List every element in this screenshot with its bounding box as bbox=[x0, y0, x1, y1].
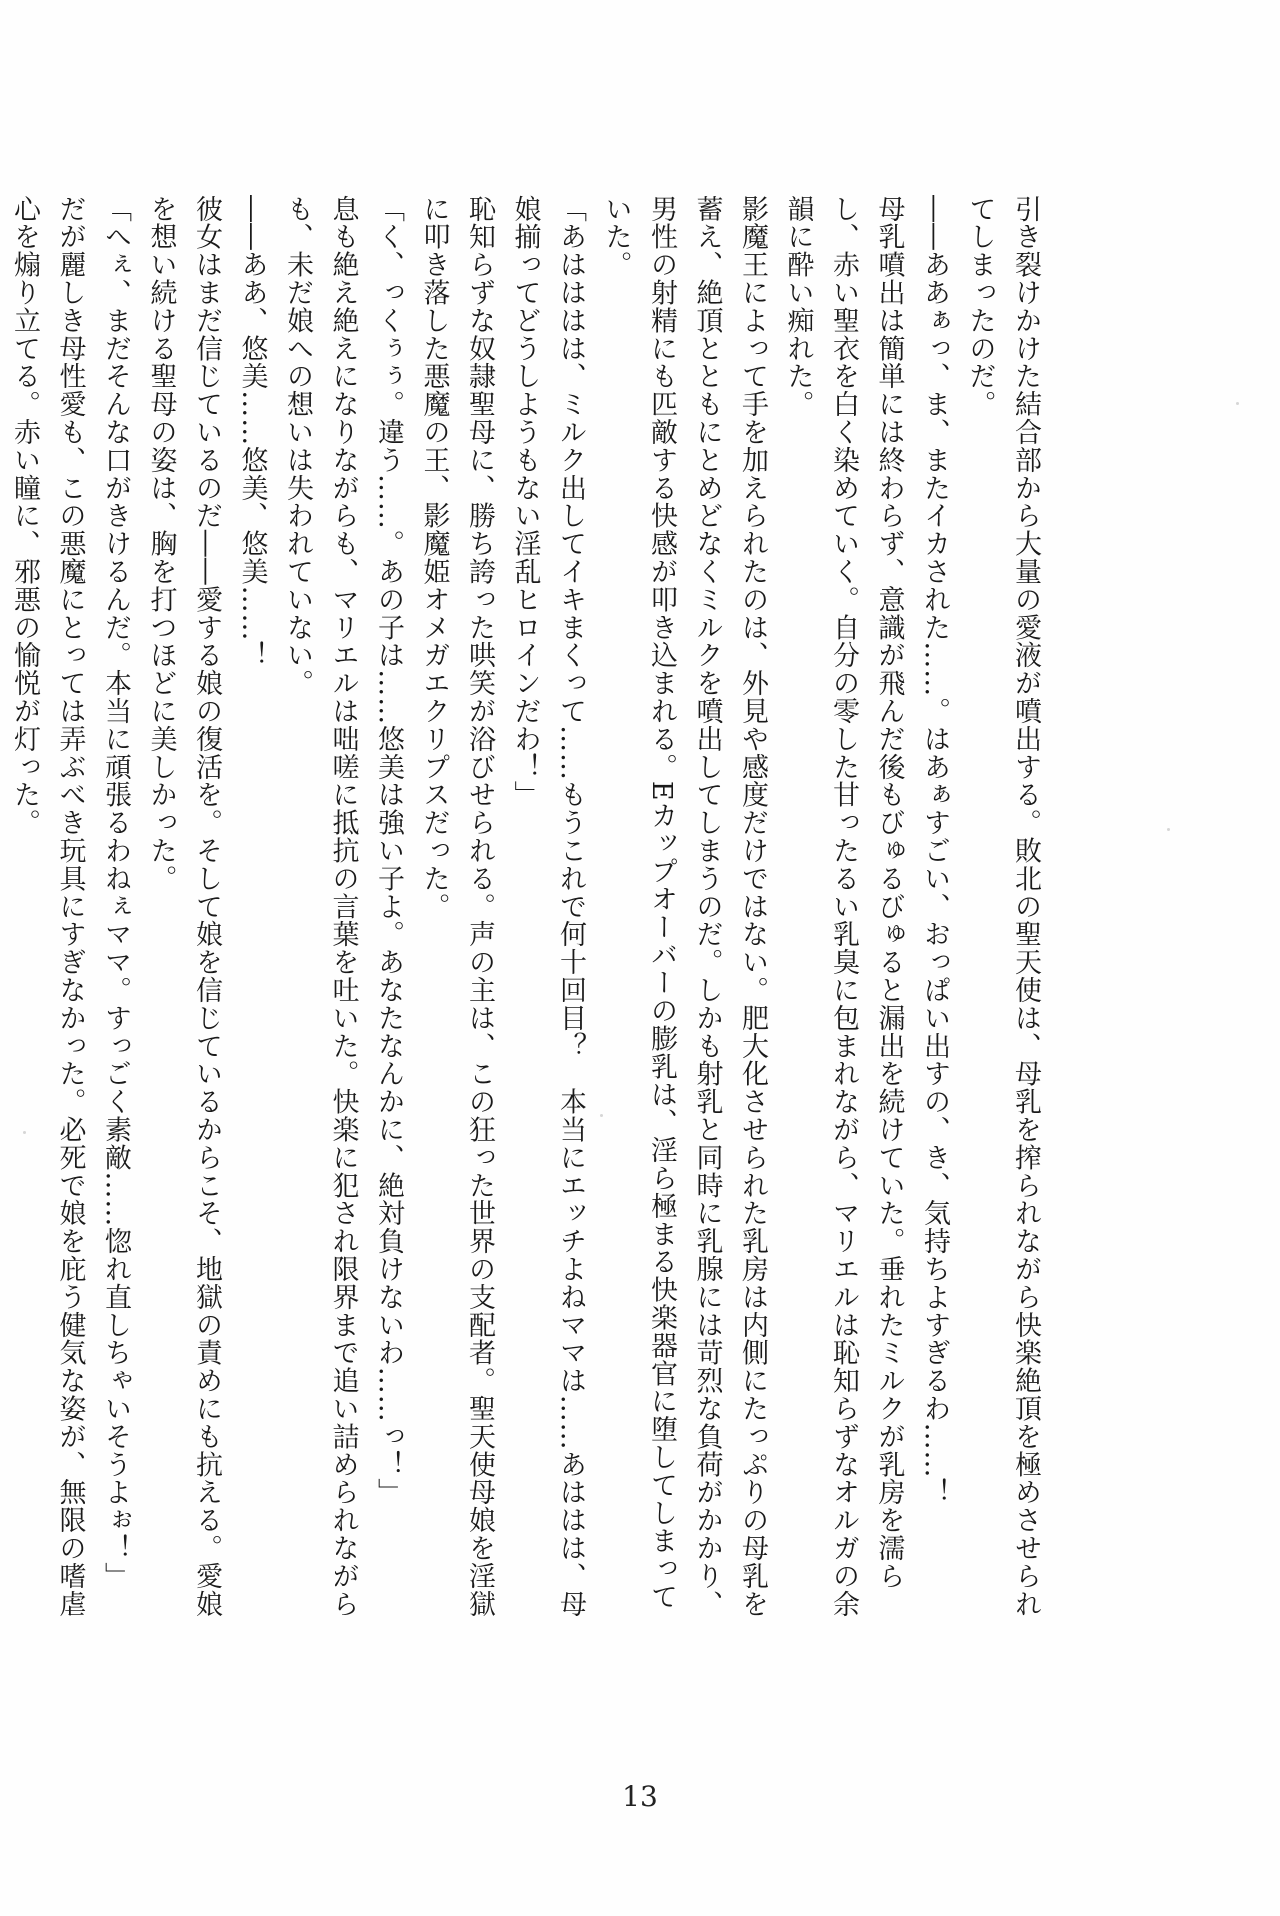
paragraph: 「あはははは、ミルク出してイキまくって……もうこれで何十回目？ 本当にエッチよねママは……あははは、母娘揃ってどうしようもない淫乱ヒロインだわ！」 bbox=[509, 195, 586, 1618]
paragraph: 母乳噴出は簡単には終わらず、意識が飛んだ後もびゅるびゅると漏出を続けていた。垂れたミルクが乳房を濡らし、赤い聖衣を白く染めていく。自分の零した甘ったるい乳臭に包まれながら、マリエルは恥知らずなオルガの余韻に酔い痴れた。 bbox=[782, 195, 905, 1618]
paragraph: ――ああぁっ、ま、またイカされた……。はあぁすごい、おっぱい出すの、き、気持ちよすぎるわ……！ bbox=[919, 195, 950, 1507]
page-number: 13 bbox=[622, 1780, 658, 1813]
paragraph: 「く、っくぅぅ。違う……。あの子は……悠美は強い子よ。あなたなんかに、絶対負けないわ……っ！」 bbox=[373, 195, 404, 1507]
body-text bbox=[9, 195, 1048, 1635]
paragraph: ――ああ、悠美……悠美、悠美……！ bbox=[236, 195, 268, 670]
paper-speck bbox=[1167, 828, 1170, 831]
paragraph: 影魔王によって手を加えられたのは、外見や感度だけではない。肥大化させられた乳房は内側にたっぷりの母乳を蓄え、絶頂とともにとめどなくミルクを噴出してしまうのだ。しかも射乳と同時に乳腺には苛烈な負荷がかかり、男性の射精にも匹敵する快感が叩き込まれる。Eカップオーバーの膨乳は、淫ら極まる快楽器官に堕してしまっていた。 bbox=[600, 195, 768, 1618]
paragraph: だが麗しき母性愛も、この悪魔にとっては弄ぶべき玩具にすぎなかった。必死で娘を庇う健気な姿が、無限の嗜虐心を煽り立てる。赤い瞳に、邪悪の愉悦が灯った。 bbox=[9, 195, 86, 1618]
paragraph: 引き裂けかけた結合部から大量の愛液が噴出する。敗北の聖天使は、母乳を搾られながら快楽絶頂を極めさせられてしまったのだ。 bbox=[964, 195, 1041, 1618]
paragraph: 息も絶え絶えになりながらも、マリエルは咄嗟に抵抗の言葉を吐いた。快楽に犯され限界まで追い詰められながらも、未だ娘への想いは失われていない。 bbox=[282, 195, 359, 1618]
paragraph: 恥知らずな奴隷聖母に、勝ち誇った哄笑が浴びせられる。声の主は、この狂った世界の支配者。聖天使母娘を淫獄に叩き落した悪魔の王、影魔姫オメガエクリプスだった。 bbox=[418, 195, 495, 1618]
paragraph: 彼女はまだ信じているのだ――愛する娘の復活を。そして娘を信じているからこそ、地獄の責めにも抗える。愛娘を想い続ける聖母の姿は、胸を打つほどに美しかった。 bbox=[145, 195, 222, 1618]
paper-speck bbox=[1236, 402, 1239, 405]
paragraph: 「へぇ、まだそんな口がきけるんだ。本当に頑張るわねぇママ。すっごく素敵……惚れ直しちゃいそうよぉ！」 bbox=[100, 195, 131, 1590]
